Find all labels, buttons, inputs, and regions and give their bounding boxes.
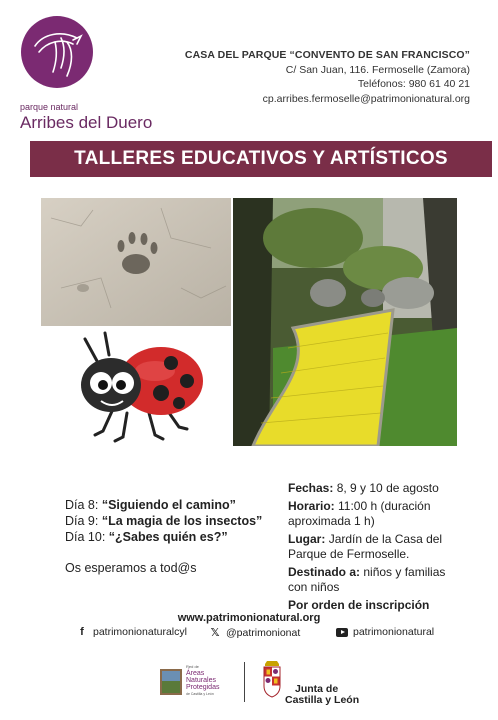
day-list bbox=[65, 497, 262, 545]
contact-title: CASA DEL PARQUE “CONVENTO DE SAN FRANCISCO” bbox=[184, 49, 470, 61]
svg-text:Áreas: Áreas bbox=[186, 670, 205, 677]
x-icon: 𝕏 bbox=[210, 627, 220, 639]
jcyl-logo-text: Junta de Castilla y León bbox=[285, 683, 360, 706]
svg-text:Red de: Red de bbox=[186, 664, 199, 669]
info-audience: Destinado a: niños y familias con niños bbox=[288, 564, 446, 594]
info-place: Lugar: Jardín de la Casa del Parque de Fermoselle. bbox=[288, 531, 443, 561]
info-registration: Por orden de inscripción bbox=[288, 597, 430, 612]
workshops-banner: TALLERES EDUCATIVOS Y ARTÍSTICOS bbox=[30, 141, 492, 177]
brand-subtitle: parque natural bbox=[20, 102, 79, 112]
protected-areas-logo bbox=[160, 663, 232, 701]
youtube-link[interactable]: patrimonionatural bbox=[336, 626, 434, 638]
svg-text:Protegidas: Protegidas bbox=[186, 684, 220, 691]
jcyl-shield-icon bbox=[262, 660, 282, 703]
svg-text:de Castilla y León: de Castilla y León bbox=[186, 692, 214, 696]
paw-print-photo bbox=[41, 198, 231, 326]
contact-address: C/ San Juan, 116. Fermoselle (Zamora) bbox=[285, 63, 470, 76]
day-item: Día 10: “¿Sabes quién es?” bbox=[65, 530, 228, 544]
ladybug-illustration bbox=[75, 331, 207, 447]
day-item: Día 8: “Siguiendo el camino” bbox=[65, 498, 236, 512]
brand-title: Arribes del Duero bbox=[20, 113, 153, 132]
yellow-road-photo bbox=[233, 198, 457, 446]
info-time: Horario: 11:00 h (duración aproximada 1 h) bbox=[288, 498, 431, 528]
contact-email[interactable]: cp.arribes.fermoselle@patrimonionatural.org bbox=[262, 92, 470, 105]
contact-block bbox=[185, 48, 470, 106]
footer-divider bbox=[244, 662, 245, 702]
x-link[interactable]: 𝕏 @patrimonionat bbox=[210, 626, 301, 639]
facebook-link[interactable]: f patrimonionaturalcyl bbox=[76, 626, 187, 638]
info-dates: Fechas: 8, 9 y 10 de agosto bbox=[288, 481, 439, 495]
facebook-icon: f bbox=[80, 626, 84, 638]
contact-phone: Teléfonos: 980 61 40 21 bbox=[357, 78, 470, 90]
welcome-text: Os esperamos a tod@s bbox=[65, 561, 197, 575]
day-item: Día 9: “La magia de los insectos” bbox=[65, 514, 263, 528]
event-info bbox=[288, 481, 468, 615]
svg-text:Naturales: Naturales bbox=[186, 677, 216, 684]
youtube-icon bbox=[336, 628, 348, 637]
park-logo-eagle-icon bbox=[21, 16, 93, 88]
website-link[interactable]: www.patrimonionatural.org bbox=[177, 612, 321, 624]
